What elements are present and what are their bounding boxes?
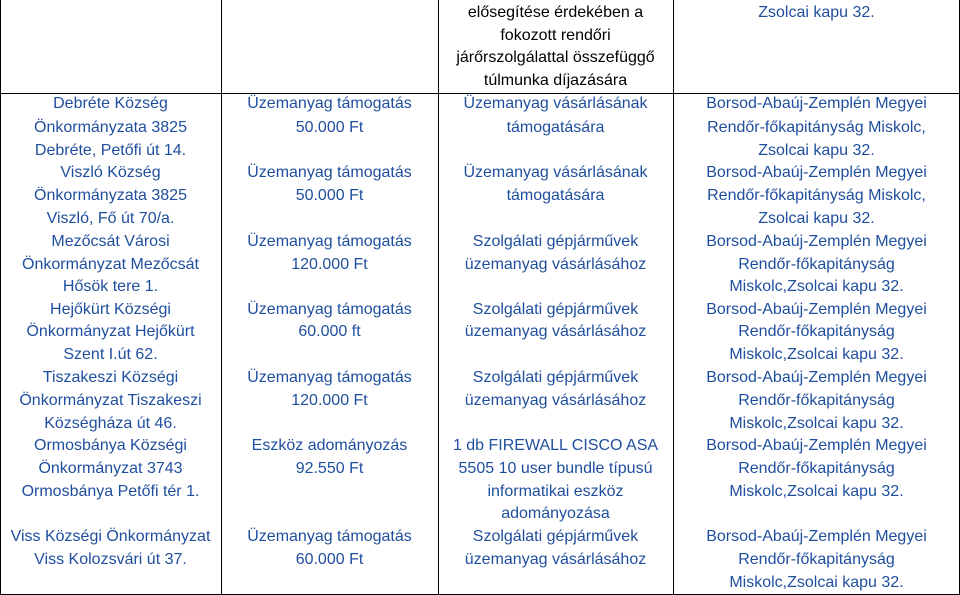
cell-purpose-line: Szolgálati gépjárművek bbox=[472, 528, 639, 545]
cell-municipality-line: Önkormányzat Mezőcsát bbox=[22, 256, 199, 273]
column-divider bbox=[0, 0, 1, 595]
cell-recipient-line: Miskolc,Zsolcai kapu 32. bbox=[729, 415, 904, 432]
cell-recipient-line: Miskolc,Zsolcai kapu 32. bbox=[729, 483, 904, 500]
cell-purpose-line: Üzemanyag vásárlásának bbox=[463, 95, 648, 112]
cell-recipient-line: Rendőr-főkapitányság Miskolc, bbox=[707, 119, 926, 136]
cell-support-amount: 60.000 Ft bbox=[295, 551, 364, 568]
column-divider bbox=[221, 0, 222, 595]
column-support bbox=[221, 0, 438, 595]
cell-purpose-line: Szolgálati gépjárművek bbox=[472, 369, 639, 386]
column-recipient bbox=[673, 0, 960, 595]
cell-support-amount: 50.000 Ft bbox=[295, 119, 364, 136]
cell-recipient-line: Borsod-Abaúj-Zemplén Megyei bbox=[706, 164, 927, 181]
cell-recipient-line: Miskolc,Zsolcai kapu 32. bbox=[729, 346, 904, 363]
cell-municipality-line: Viss Kolozsvári út 37. bbox=[34, 551, 187, 568]
cell-municipality-line: Viss Községi Önkormányzat bbox=[10, 528, 211, 545]
cell-purpose-line: járőrszolgálattal összefüggő bbox=[456, 49, 655, 66]
column-divider bbox=[438, 0, 439, 595]
cell-purpose-line: támogatására bbox=[506, 187, 605, 204]
cell-purpose-line: üzemanyag vásárlásához bbox=[464, 323, 647, 340]
cell-recipient-line: Rendőr-főkapitányság bbox=[738, 323, 895, 340]
column-divider bbox=[673, 0, 674, 595]
cell-municipality-line: Önkormányzata 3825 bbox=[34, 119, 187, 136]
cell-support-type: Üzemanyag támogatás bbox=[247, 95, 412, 112]
cell-support-type: Üzemanyag támogatás bbox=[247, 164, 412, 181]
cell-recipient-line: Borsod-Abaúj-Zemplén Megyei bbox=[706, 437, 927, 454]
cell-municipality-line: Viszló Község bbox=[60, 164, 161, 181]
cell-support-type: Üzemanyag támogatás bbox=[247, 301, 412, 318]
cell-recipient-line: Rendőr-főkapitányság Miskolc, bbox=[707, 187, 926, 204]
cell-recipient-line: Borsod-Abaúj-Zemplén Megyei bbox=[706, 95, 927, 112]
cell-municipality-line: Tiszakeszi Községi bbox=[42, 369, 179, 386]
cell-recipient-line: Borsod-Abaúj-Zemplén Megyei bbox=[706, 233, 927, 250]
cell-municipality-line: Ormosbánya Községi bbox=[34, 437, 187, 454]
cell-municipality-line: Mezőcsát Városi bbox=[51, 233, 170, 250]
cell-municipality-line: Ormosbánya Petőfi tér 1. bbox=[21, 483, 200, 500]
cell-purpose-line: üzemanyag vásárlásához bbox=[464, 256, 647, 273]
cell-recipient-line: Rendőr-főkapitányság bbox=[738, 551, 895, 568]
cell-purpose-line: támogatására bbox=[506, 119, 605, 136]
cell-purpose-line: 5505 10 user bundle típusú bbox=[458, 460, 653, 477]
row-divider bbox=[0, 93, 960, 94]
cell-support-amount: 92.550 Ft bbox=[295, 460, 364, 477]
cell-municipality-line: Önkormányzata 3825 bbox=[34, 187, 187, 204]
column-municipality bbox=[0, 0, 221, 595]
cell-purpose-line: túlmunka díjazására bbox=[483, 72, 628, 89]
cell-recipient-line: Miskolc,Zsolcai kapu 32. bbox=[729, 574, 904, 591]
cell-municipality-line: Községháza út 46. bbox=[44, 415, 177, 432]
cell-recipient-line: Borsod-Abaúj-Zemplén Megyei bbox=[706, 369, 927, 386]
cell-support-type: Eszköz adományozás bbox=[251, 437, 408, 454]
cell-purpose-line: üzemanyag vásárlásához bbox=[464, 392, 647, 409]
cell-purpose-line: fokozott rendőri bbox=[500, 27, 611, 44]
cell-recipient-line: Borsod-Abaúj-Zemplén Megyei bbox=[706, 528, 927, 545]
cell-municipality-line: Viszló, Fő út 70/a. bbox=[46, 210, 175, 227]
cell-purpose-line: Szolgálati gépjárművek bbox=[472, 301, 639, 318]
cell-support-amount: 120.000 Ft bbox=[291, 392, 368, 409]
cell-municipality-line: Önkormányzat 3743 bbox=[38, 460, 183, 477]
cell-support-amount: 120.000 Ft bbox=[291, 256, 368, 273]
cell-purpose-line: informatikai eszköz bbox=[487, 483, 624, 500]
cell-municipality-line: Önkormányzat Hejőkürt bbox=[26, 323, 195, 340]
cell-recipient-line: Borsod-Abaúj-Zemplén Megyei bbox=[706, 301, 927, 318]
cell-purpose-line: 1 db FIREWALL CISCO ASA bbox=[452, 437, 659, 454]
cell-support-type: Üzemanyag támogatás bbox=[247, 528, 412, 545]
cell-municipality-line: Hejőkürt Községi bbox=[50, 301, 171, 318]
cell-municipality-line: Önkormányzat Tiszakeszi bbox=[19, 392, 202, 409]
cell-recipient-line: Miskolc,Zsolcai kapu 32. bbox=[729, 278, 904, 295]
cell-purpose-line: üzemanyag vásárlásához bbox=[464, 551, 647, 568]
cell-purpose-line: elősegítése érdekében a bbox=[467, 4, 644, 21]
cell-recipient-line: Zsolcai kapu 32. bbox=[758, 210, 875, 227]
cell-municipality-line: Szent I.út 62. bbox=[63, 346, 158, 363]
column-purpose bbox=[438, 0, 673, 595]
cell-recipient-line: Rendőr-főkapitányság bbox=[738, 256, 895, 273]
cell-recipient-line: Zsolcai kapu 32. bbox=[758, 142, 875, 159]
cell-recipient-line: Zsolcai kapu 32. bbox=[758, 4, 875, 21]
cell-municipality-line: Hősök tere 1. bbox=[62, 278, 159, 295]
cell-support-amount: 50.000 Ft bbox=[295, 187, 364, 204]
cell-support-amount: 60.000 ft bbox=[298, 323, 361, 340]
cell-municipality-line: Debréte Község bbox=[53, 95, 168, 112]
cell-support-type: Üzemanyag támogatás bbox=[247, 369, 412, 386]
cell-recipient-line: Rendőr-főkapitányság bbox=[738, 460, 895, 477]
cell-purpose-line: Szolgálati gépjárművek bbox=[472, 233, 639, 250]
cell-support-type: Üzemanyag támogatás bbox=[247, 233, 412, 250]
cell-purpose-line: adományozása bbox=[501, 505, 610, 522]
cell-recipient-line: Rendőr-főkapitányság bbox=[738, 392, 895, 409]
cell-purpose-line: Üzemanyag vásárlásának bbox=[463, 164, 648, 181]
cell-municipality-line: Debréte, Petőfi út 14. bbox=[34, 142, 187, 159]
